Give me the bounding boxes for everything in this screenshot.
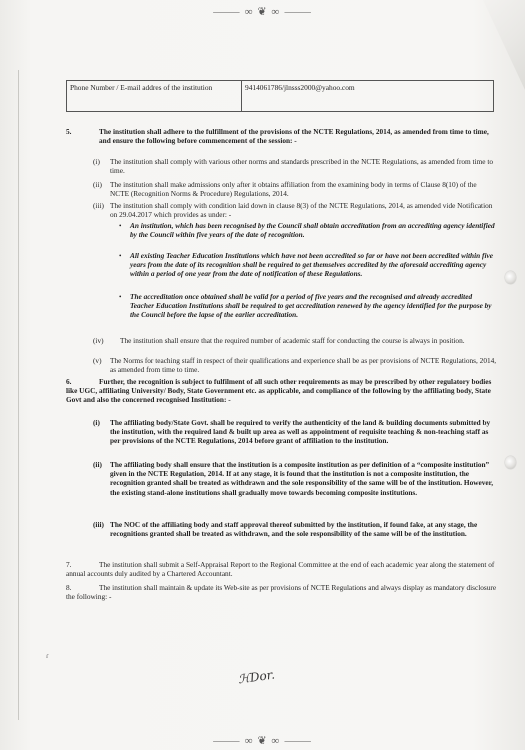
clause5-item: The institution shall ensure that the required number of academic staff for conducting the course is always in position. — [120, 336, 465, 345]
clause7-number: 7. — [66, 560, 72, 569]
clause5-item: The institution shall make admissions only after it obtains affiliation from the examining body in terms of Clause 8(10) of the NCTE (Recognition Norms & Procedure) Regulations, 2014. — [110, 180, 477, 199]
clause5-item-num: (ii) — [93, 180, 102, 189]
clause5-item-num: (iv) — [93, 336, 104, 345]
bullet-marker: • — [119, 222, 122, 230]
clause5-bullet: All existing Teacher Education Institutions which have not been accredited so far or have not been accredited within five years from the date of its recognition shall be required to get themselves accredited by the aforesaid accrediting agency within a period of one year from the date of notification of these Regulations. — [130, 251, 493, 279]
clause8-number: 8. — [66, 583, 72, 592]
clause5-bullet: An institution, which has been recognised by the Council shall obtain accreditation from an accrediting agency identified by the Council within five years of the date of recognition. — [130, 221, 495, 240]
clause8-text: The institution shall maintain & update its Web-site as per provisions of NCTE Regulations and always display as mandatory disclosure the following: - — [66, 583, 497, 602]
contact-label: Phone Number / E-mail addres of the institution — [67, 81, 242, 112]
bullet-marker: • — [119, 293, 122, 301]
punch-hole-icon — [505, 456, 516, 469]
punch-hole-icon — [505, 271, 516, 284]
clause6-item: The affiliating body shall ensure that the institution is a composite institution as per definition of a “composite institution” given in the NCTE Regulation, 2014. If at any stage, it is found that the institution is not a composite institution, the recognition granted shall be treated as withdrawn and the sole responsibility of the same will be of the institution. However, the existing stand-alone institutions shall gradually move towards becoming composite institutions. — [110, 460, 494, 497]
clause6-item: The NOC of the affiliating body and staff approval thereof submitted by the institution, if found fake, at any stage, the recognitions granted shall be treated as withdrawn, and the sole responsibility of the same will be of the institution. — [110, 520, 478, 539]
clause6-item-num: (ii) — [93, 460, 102, 469]
clause5-item: The institution shall comply with various other norms and standards prescribed in the NCTE Regulations, as amended from time to time. — [110, 157, 494, 176]
top-ornament: ⸻ ∞ ❦ ∞ ⸻ — [212, 6, 313, 18]
scan-edge — [18, 70, 19, 720]
contact-table — [66, 80, 494, 112]
clause5-heading: The institution shall adhere to the fulfillment of the provisions of the NCTE Regulations, 2014, as amended from time to time, and ensure the following before commencement of the session: - — [99, 127, 489, 146]
clause6-number: 6. — [66, 377, 72, 386]
clause6-item-num: (iii) — [93, 520, 104, 529]
clause5-item-num: (iii) — [93, 201, 104, 210]
clause7-text: The institution shall submit a Self-Appraisal Report to the Regional Committee at the end of each academic year along the statement of annual accounts duly audited by a Chartered Accountant. — [66, 560, 495, 579]
bullet-marker: • — [119, 252, 122, 260]
clause5-item-num: (v) — [93, 356, 102, 365]
clause5-item: The institution shall comply with condition laid down in clause 8(3) of the NCTE Regulations, 2014, as amended vide Notification on 29.04.2017 which provides as under: - — [110, 201, 493, 220]
clause5-item: The Norms for teaching staff in respect of their qualifications and experience shall be as per provisions of NCTE Regulations, 2014, as amended from time to time. — [110, 356, 497, 375]
bottom-ornament: ⸻ ∞ ❦ ∞ ⸻ — [212, 735, 313, 747]
pen-mark: ɾ — [46, 651, 49, 660]
handwritten-signature: ℋDor. — [237, 667, 276, 687]
clause5-item-num: (i) — [93, 157, 100, 166]
clause6-item-num: (i) — [93, 418, 100, 427]
page-fold — [455, 0, 525, 90]
clause5-number: 5. — [66, 127, 72, 136]
contact-value: 9414061786/jlnsss2000@yahoo.com — [242, 81, 494, 112]
clause6-item: The affiliating body/State Govt. shall be required to verify the authenticity of the land & building documents submitted by the institution, with the required land & built up area as well as appointment of requisite teaching & non-teaching staff as per provisions of the NCTE Regulations, 2014 before grant of affiliation to the institution. — [110, 418, 491, 446]
clause6-heading: Further, the recognition is subject to fulfilment of all such other requirements as may be prescribed by other regulatory bodies like UGC, affiliating University/ Body, State Government etc. as applicable, and compliance of the following by the affiliating body, State Govt and also the concerned recognised Institution: - — [66, 377, 492, 405]
clause5-bullet: The accreditation once obtained shall be valid for a period of five years and the recognised and already accredited Teacher Education Institutions shall be required to get accreditation renewed by the agency identified for the purpose by the Council before the lapse of the earlier accreditation. — [130, 292, 492, 320]
